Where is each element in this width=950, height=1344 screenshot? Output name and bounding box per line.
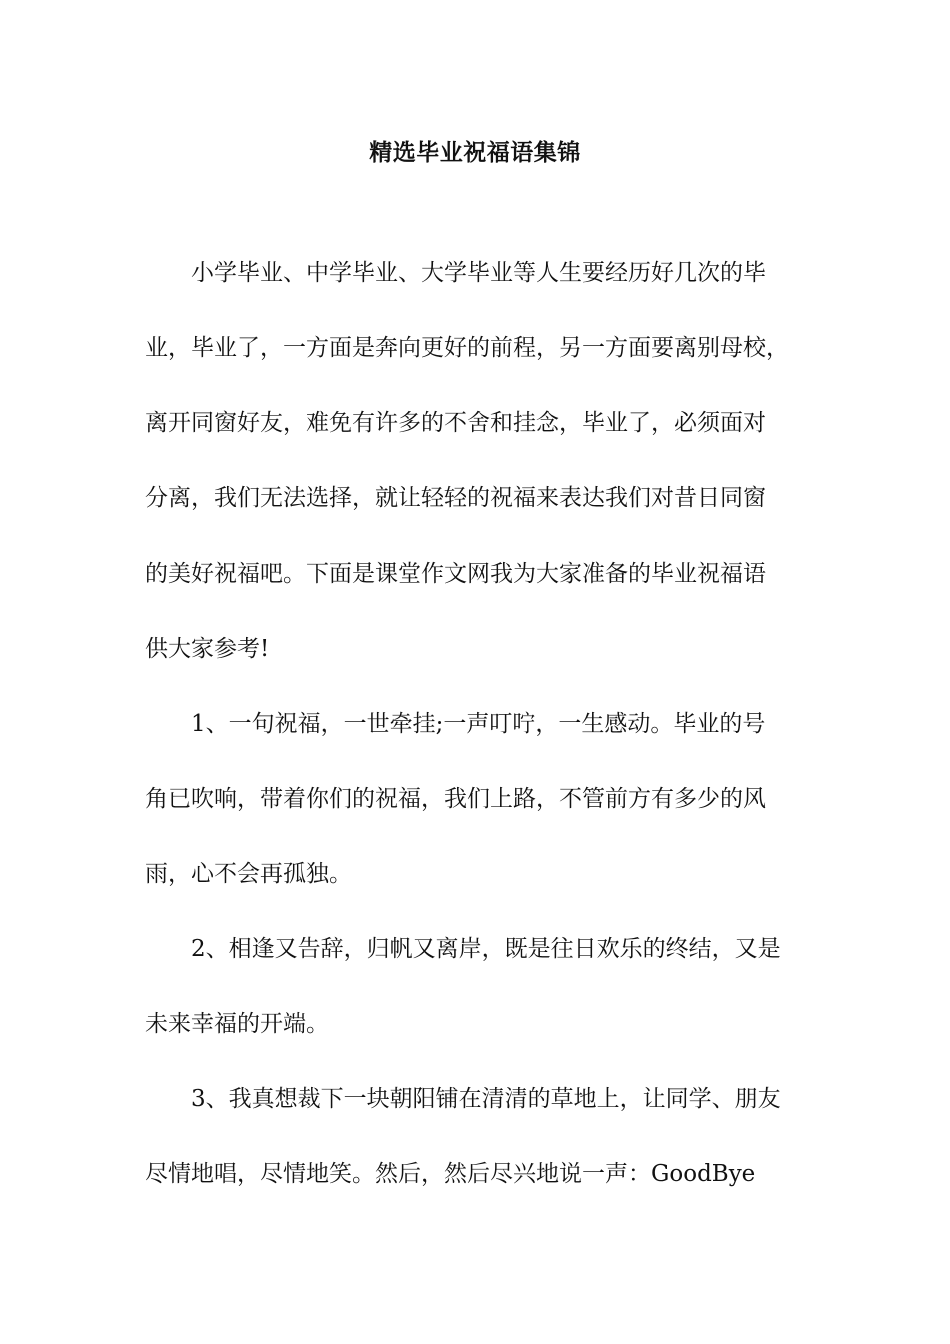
- text-line: 未来幸福的开端。: [145, 1011, 329, 1037]
- text-line: 角已吹响，带着你们的祝福，我们上路，不管前方有多少的风: [145, 786, 766, 812]
- text-line: 的美好祝福吧。下面是课堂作文网我为大家准备的毕业祝福语: [145, 561, 766, 587]
- document-title: 精选毕业祝福语集锦: [369, 139, 581, 166]
- text-line: 3、我真想裁下一块朝阳铺在清清的草地上，让同学、朋友: [145, 1086, 781, 1112]
- text-line: 离开同窗好友，难免有许多的不舍和挂念，毕业了，必须面对: [145, 410, 766, 436]
- text-line: 雨，心不会再孤独。: [145, 861, 352, 887]
- text-line: 小学毕业、中学毕业、大学毕业等人生要经历好几次的毕: [145, 260, 766, 286]
- text-line: 供大家参考!: [145, 636, 270, 662]
- text-line: 分离，我们无法选择，就让轻轻的祝福来表达我们对昔日同窗: [145, 485, 766, 511]
- text-line: 2、相逢又告辞，归帆又离岸，既是往日欢乐的终结，又是: [145, 936, 781, 962]
- text-line: 业，毕业了，一方面是奔向更好的前程，另一方面要离别母校，: [145, 335, 789, 361]
- text-line: 1、一句祝福，一世牵挂;一声叮咛，一生感动。毕业的号: [145, 711, 766, 737]
- text-line: 尽情地唱，尽情地笑。然后，然后尽兴地说一声：GoodBye: [145, 1161, 756, 1187]
